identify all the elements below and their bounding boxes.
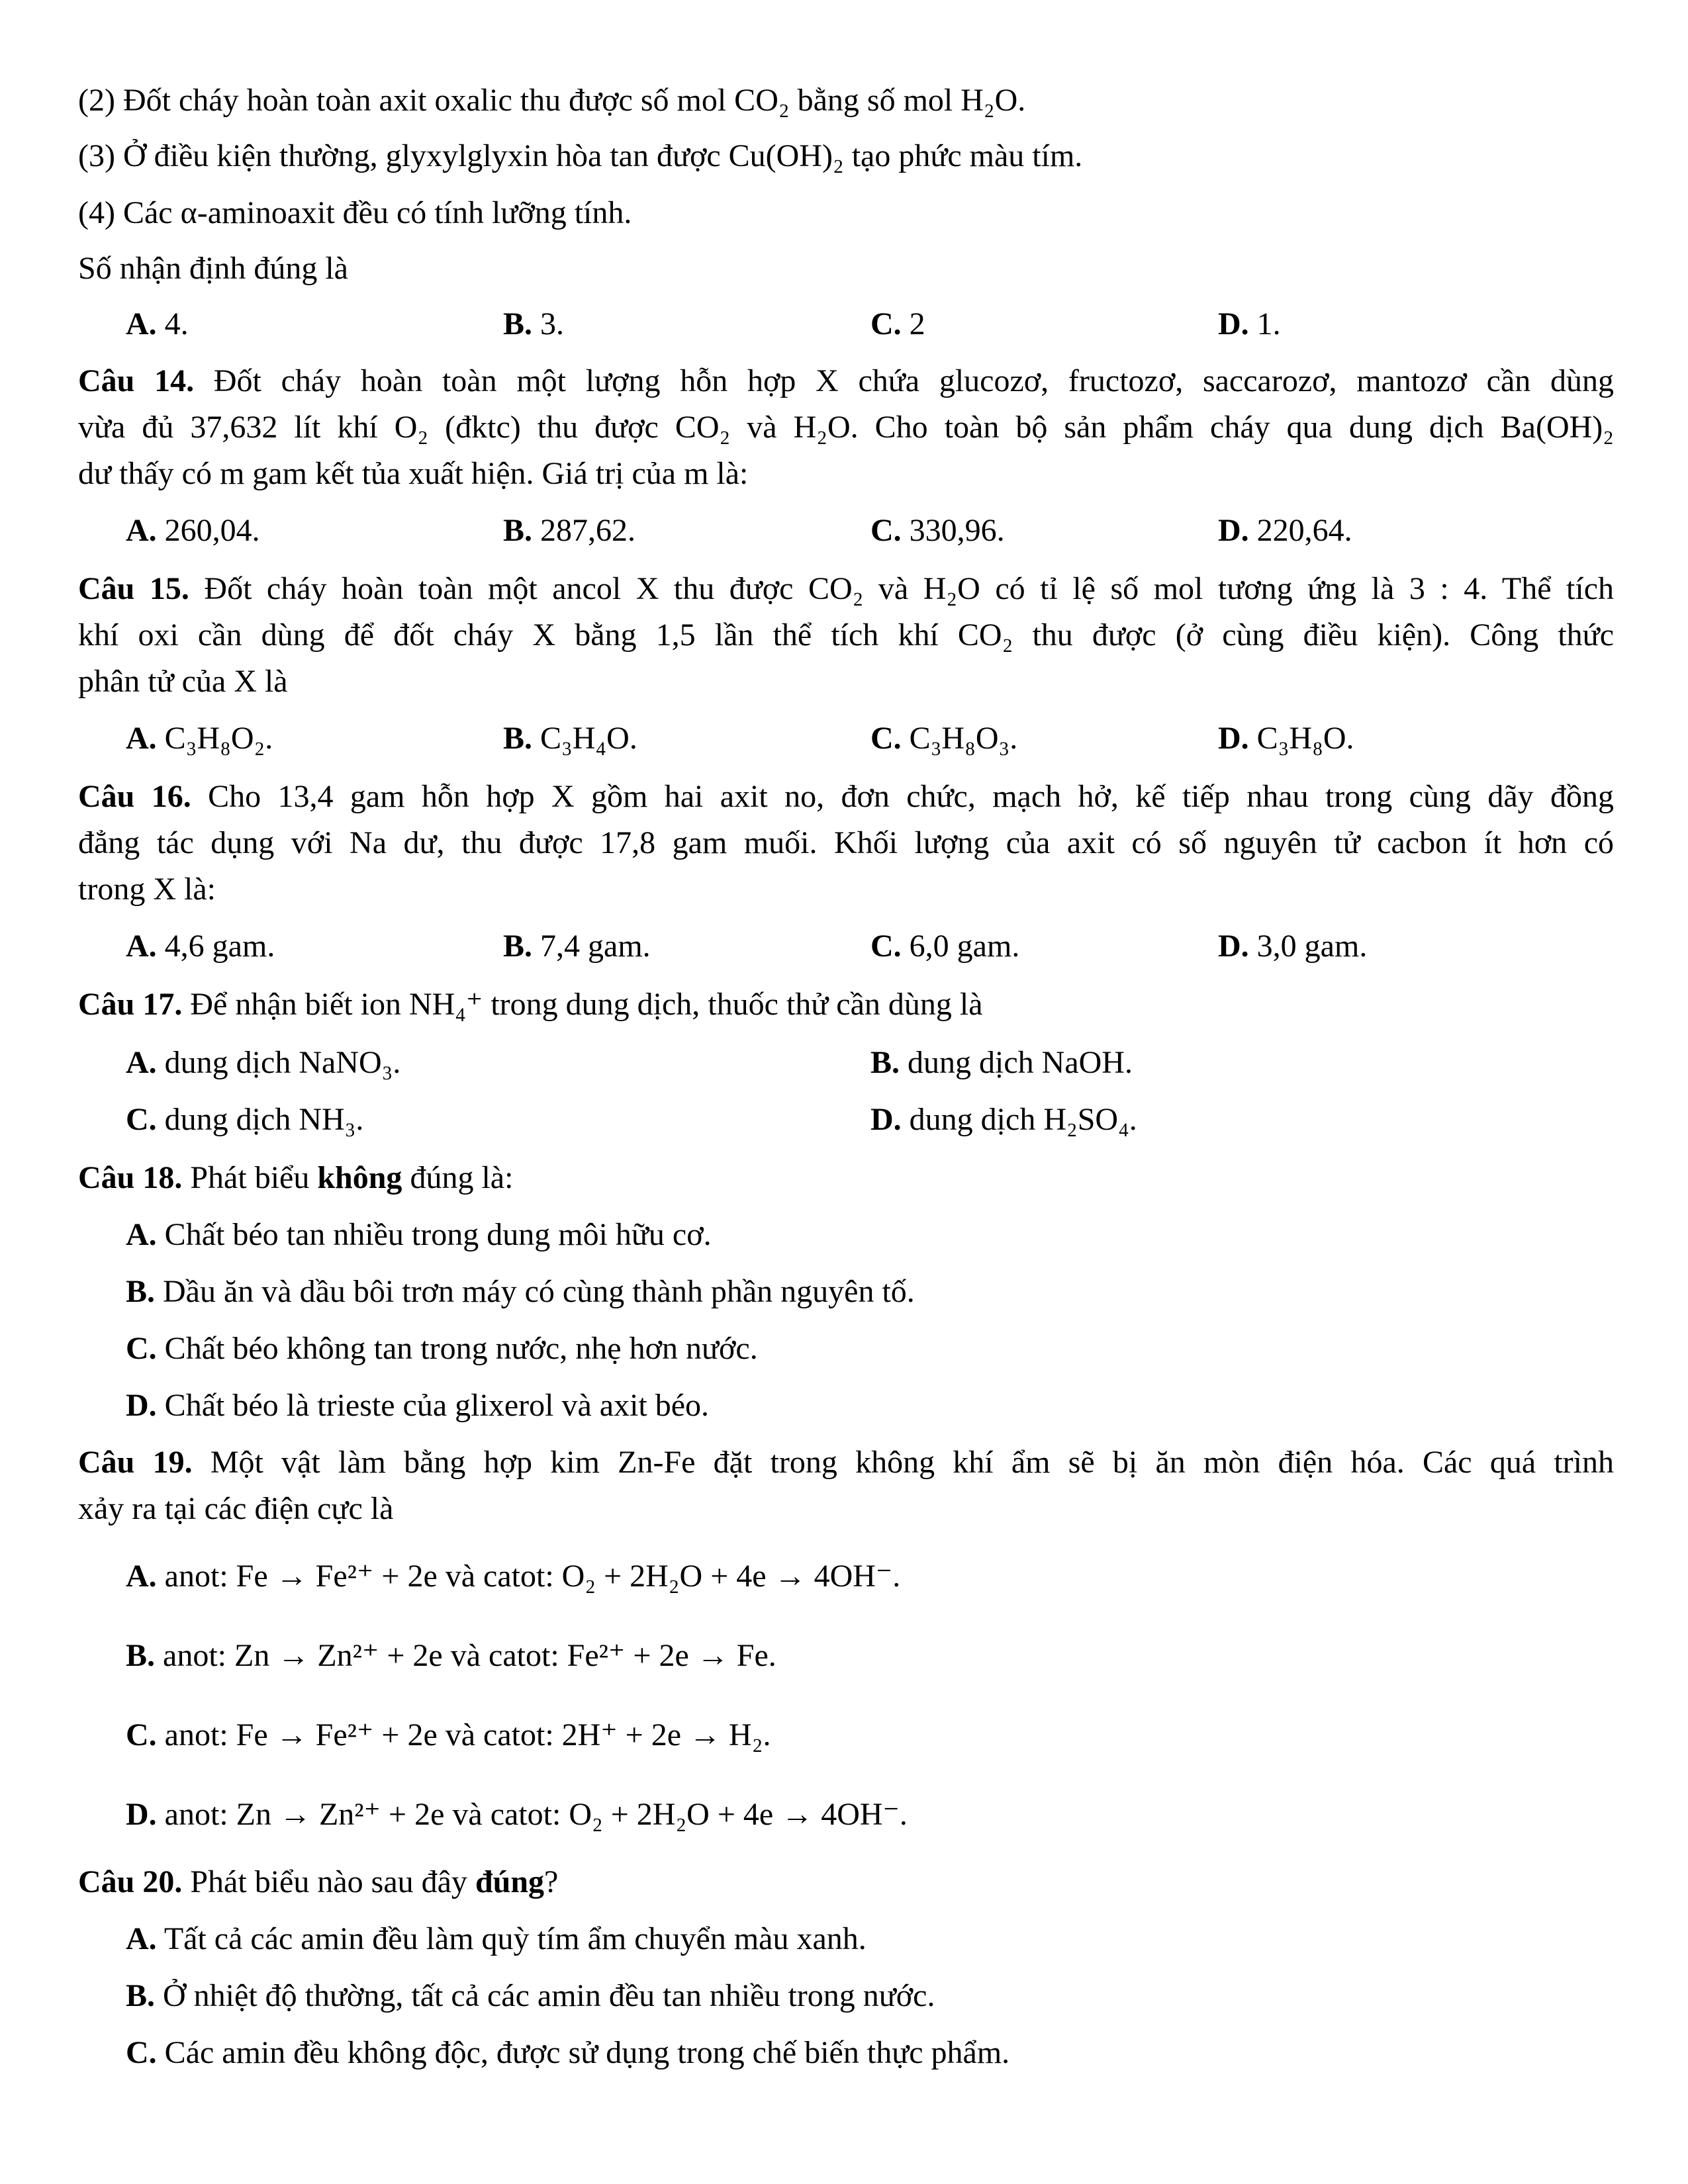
- option-a: A. dung dịch NaNO₃.: [126, 1045, 401, 1080]
- question-19-option-d: D. anot: Zn → Zn²⁺ + 2e và catot: O₂ + 2H₂O + 4e → 4OH⁻.: [126, 1797, 908, 1832]
- question-19-line-1: Câu 19. Một vật làm bằng hợp kim Zn-Fe đặt trong không khí ẩm sẽ bị ăn mòn điện hóa. Các quá trình: [78, 1445, 1615, 1480]
- option-a: A. 260,04.: [126, 513, 260, 548]
- option-b: B. 7,4 gam.: [503, 929, 651, 964]
- question-15-line-3: phân tử của X là: [78, 664, 288, 699]
- question-16-line-2: đẳng tác dụng với Na dư, thu được 17,8 gam muối. Khối lượng của axit có số nguyên tử cacbon ít hơn có: [78, 825, 1614, 860]
- option-a: A. C₃H₈O₂.: [126, 721, 273, 756]
- option-b: B. 287,62.: [503, 513, 636, 548]
- statement-3: (3) Ở điều kiện thường, glyxylglyxin hòa tan được Cu(OH)₂ tạo phức màu tím.: [78, 138, 1083, 173]
- statement-4: (4) Các α-aminoaxit đều có tính lưỡng tính.: [78, 195, 632, 230]
- option-c: C. dung dịch NH₃.: [126, 1102, 364, 1137]
- option-c: C. 2: [870, 306, 925, 341]
- question-17-stem: Câu 17. Để nhận biết ion NH₄⁺ trong dung dịch, thuốc thử cần dùng là: [78, 987, 983, 1022]
- question-19-option-b: B. anot: Zn → Zn²⁺ + 2e và catot: Fe²⁺ + 2e → Fe.: [126, 1638, 776, 1673]
- question-15-line-2: khí oxi cần dùng để đốt cháy X bằng 1,5 lần thể tích khí CO₂ thu được (ở cùng điều kiện). Công thức: [78, 617, 1614, 653]
- question-19-option-c: C. anot: Fe → Fe²⁺ + 2e và catot: 2H⁺ + 2e → H₂.: [126, 1717, 771, 1752]
- option-b: B. dung dịch NaOH.: [870, 1045, 1133, 1080]
- question-20-option-b: B. Ở nhiệt độ thường, tất cả các amin đều tan nhiều trong nước.: [126, 1978, 935, 2013]
- option-a: A. 4,6 gam.: [126, 929, 275, 964]
- question-16-line-1: Câu 16. Cho 13,4 gam hỗn hợp X gồm hai axit no, đơn chức, mạch hở, kế tiếp nhau trong cùng dãy đồng: [78, 779, 1614, 814]
- question-14-line-2: vừa đủ 37,632 lít khí O₂ (đktc) thu được CO₂ và H₂O. Cho toàn bộ sản phẩm cháy qua dung dịch Ba(OH)₂: [78, 410, 1614, 445]
- option-c: C. C₃H₈O₃.: [870, 721, 1018, 756]
- option-d: D. 1.: [1218, 306, 1281, 341]
- question-19-line-2: xảy ra tại các điện cực là: [78, 1491, 394, 1526]
- option-d: D. 220,64.: [1218, 513, 1352, 548]
- question-19-option-a: A. anot: Fe → Fe²⁺ + 2e và catot: O₂ + 2H₂O + 4e → 4OH⁻.: [126, 1559, 901, 1594]
- statement-2: (2) Đốt cháy hoàn toàn axit oxalic thu được số mol CO₂ bằng số mol H₂O.: [78, 83, 1026, 118]
- option-b: B. C₃H₄O.: [503, 721, 637, 756]
- option-b: B. 3.: [503, 306, 565, 341]
- question-14-line-1: Câu 14. Đốt cháy hoàn toàn một lượng hỗn hợp X chứa glucozơ, fructozơ, saccarozơ, mantozơ cần dùng: [78, 363, 1615, 398]
- option-d: D. dung dịch H₂SO₄.: [870, 1102, 1137, 1137]
- option-d: D. C₃H₈O.: [1218, 721, 1354, 756]
- question-16-line-3: trong X là:: [78, 872, 216, 907]
- question-18-option-d: D. Chất béo là trieste của glixerol và axit béo.: [126, 1388, 710, 1423]
- question-13-stem: Số nhận định đúng là: [78, 251, 348, 286]
- question-18-option-a: A. Chất béo tan nhiều trong dung môi hữu cơ.: [126, 1217, 712, 1252]
- option-c: C. 330,96.: [870, 513, 1005, 548]
- option-a: A. 4.: [126, 306, 189, 341]
- question-20-stem: Câu 20. Phát biểu nào sau đây đúng?: [78, 1864, 559, 1899]
- question-18-option-b: B. Dầu ăn và dầu bôi trơn máy có cùng thành phần nguyên tố.: [126, 1274, 915, 1309]
- question-15-line-1: Câu 15. Đốt cháy hoàn toàn một ancol X thu được CO₂ và H₂O có tỉ lệ số mol tương ứng là 3 : 4. Thể tích: [78, 571, 1615, 606]
- question-14-line-3: dư thấy có m gam kết tủa xuất hiện. Giá trị của m là:: [78, 456, 749, 491]
- option-c: C. 6,0 gam.: [870, 929, 1020, 964]
- question-18-stem: Câu 18. Phát biểu không đúng là:: [78, 1160, 514, 1195]
- option-d: D. 3,0 gam.: [1218, 929, 1368, 964]
- question-18-option-c: C. Chất béo không tan trong nước, nhẹ hơn nước.: [126, 1331, 758, 1366]
- question-20-option-a: A. Tất cả các amin đều làm quỳ tím ẩm chuyển màu xanh.: [126, 1921, 867, 1956]
- question-20-option-c: C. Các amin đều không độc, được sử dụng trong chế biến thực phẩm.: [126, 2035, 1010, 2070]
